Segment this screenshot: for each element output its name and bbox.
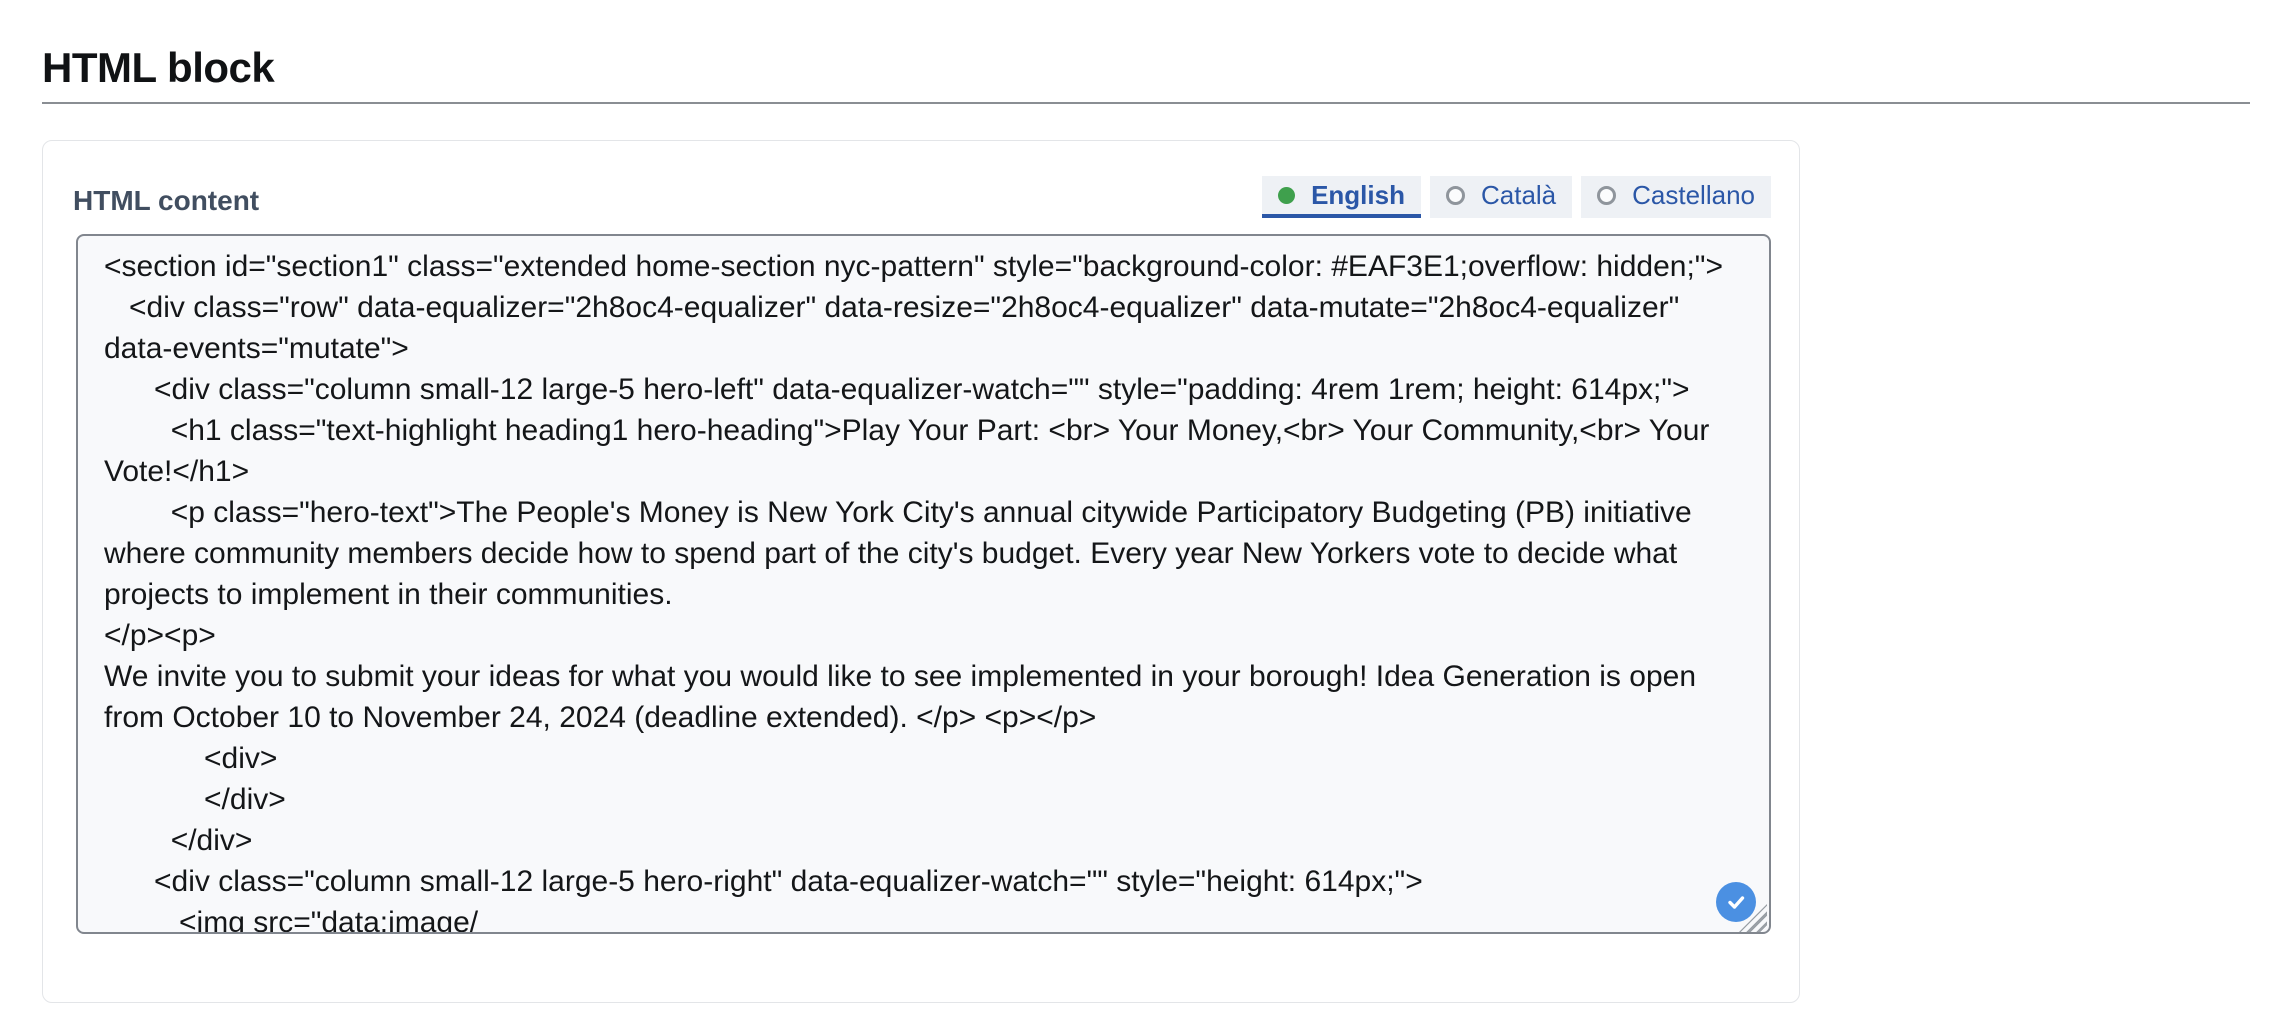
html-content-label: HTML content [73, 185, 260, 216]
valid-check-badge [1716, 882, 1756, 922]
horizontal-divider [42, 102, 2250, 104]
page-title: HTML block [42, 44, 275, 92]
html-content-textarea[interactable] [76, 234, 1771, 934]
check-icon [1724, 890, 1748, 914]
language-tab-castellano[interactable] [1581, 176, 1771, 218]
html-block-card [42, 140, 1800, 1003]
radio-circle-icon [1597, 186, 1616, 205]
language-tabs [1262, 176, 1771, 218]
language-tab-label: Castellano [1632, 179, 1755, 210]
language-tab-label: Català [1480, 179, 1557, 210]
language-tab-catala[interactable] [1430, 176, 1572, 218]
selected-language-dot-icon [1278, 187, 1295, 204]
language-tab-label: English [1311, 179, 1405, 210]
language-tab-english[interactable] [1262, 176, 1421, 218]
radio-circle-icon [1446, 186, 1465, 205]
